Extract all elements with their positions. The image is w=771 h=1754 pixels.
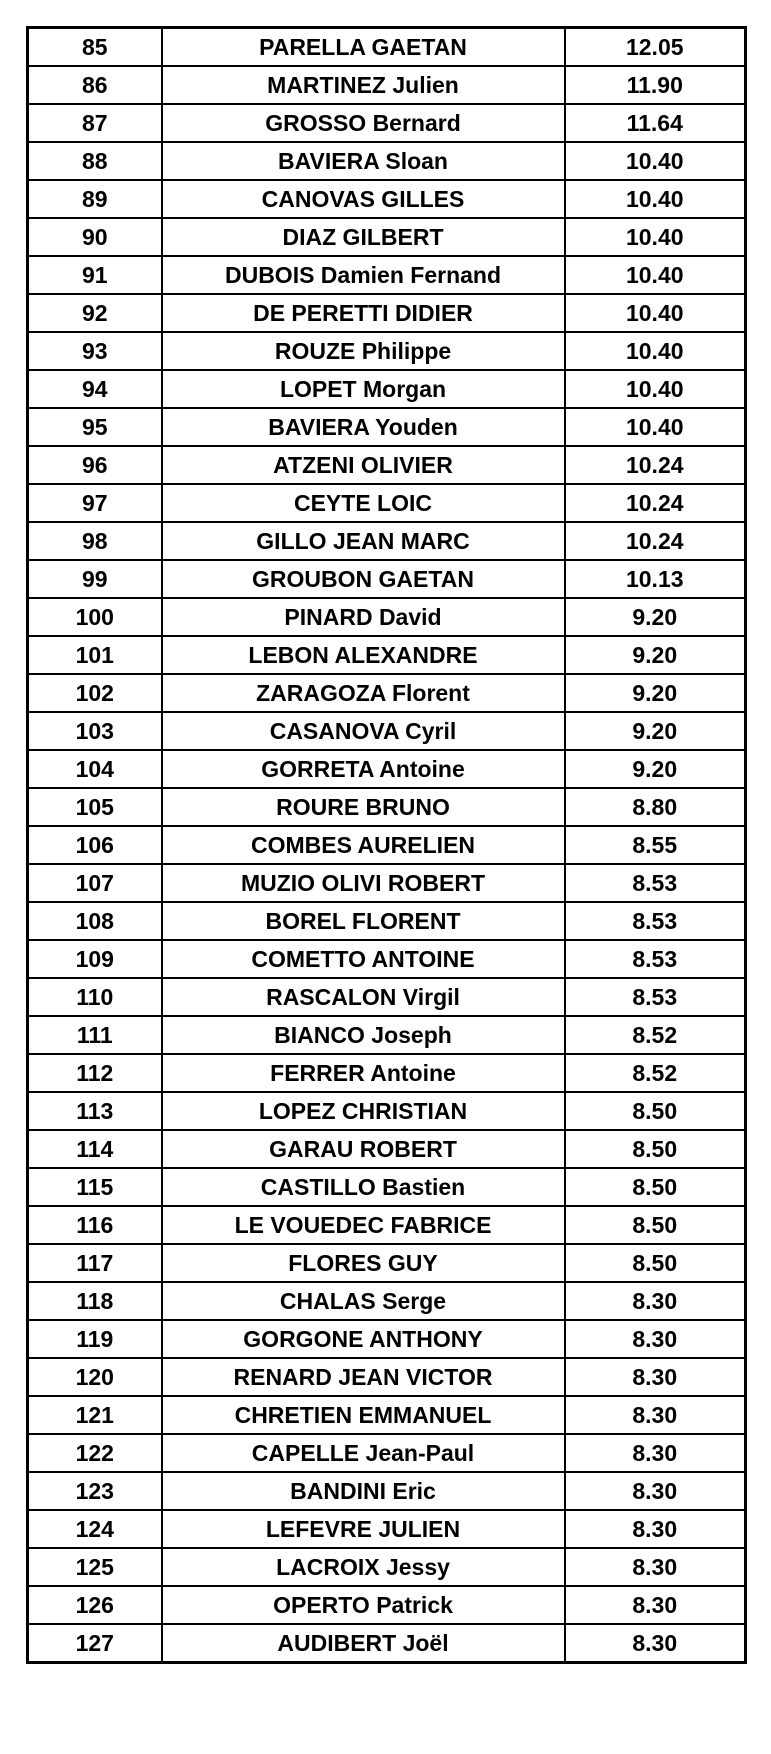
table-row bbox=[28, 788, 746, 826]
rank-cell: 101 bbox=[28, 636, 162, 674]
name-cell: FLORES GUY bbox=[162, 1244, 565, 1282]
score-cell: 8.50 bbox=[565, 1244, 746, 1282]
table-row bbox=[28, 1016, 746, 1054]
rank-cell: 94 bbox=[28, 370, 162, 408]
table-row bbox=[28, 408, 746, 446]
score-cell: 8.30 bbox=[565, 1320, 746, 1358]
score-cell: 8.30 bbox=[565, 1396, 746, 1434]
table-row bbox=[28, 1244, 746, 1282]
table-row bbox=[28, 1472, 746, 1510]
table-row bbox=[28, 1092, 746, 1130]
name-cell: LOPEZ CHRISTIAN bbox=[162, 1092, 565, 1130]
score-cell: 8.53 bbox=[565, 940, 746, 978]
table-row bbox=[28, 636, 746, 674]
rank-cell: 96 bbox=[28, 446, 162, 484]
name-cell: CASANOVA Cyril bbox=[162, 712, 565, 750]
name-cell: GARAU ROBERT bbox=[162, 1130, 565, 1168]
name-cell: DE PERETTI DIDIER bbox=[162, 294, 565, 332]
rank-cell: 95 bbox=[28, 408, 162, 446]
score-cell: 8.30 bbox=[565, 1434, 746, 1472]
name-cell: GORGONE ANTHONY bbox=[162, 1320, 565, 1358]
name-cell: GROUBON GAETAN bbox=[162, 560, 565, 598]
rank-cell: 119 bbox=[28, 1320, 162, 1358]
score-cell: 8.55 bbox=[565, 826, 746, 864]
rank-cell: 100 bbox=[28, 598, 162, 636]
table-row bbox=[28, 1624, 746, 1663]
rank-cell: 87 bbox=[28, 104, 162, 142]
rank-cell: 93 bbox=[28, 332, 162, 370]
rank-cell: 107 bbox=[28, 864, 162, 902]
score-cell: 9.20 bbox=[565, 712, 746, 750]
table-row bbox=[28, 446, 746, 484]
name-cell: LEFEVRE JULIEN bbox=[162, 1510, 565, 1548]
table-row bbox=[28, 978, 746, 1016]
rank-cell: 117 bbox=[28, 1244, 162, 1282]
rank-cell: 109 bbox=[28, 940, 162, 978]
name-cell: MUZIO OLIVI ROBERT bbox=[162, 864, 565, 902]
rank-cell: 125 bbox=[28, 1548, 162, 1586]
score-cell: 8.30 bbox=[565, 1548, 746, 1586]
name-cell: CAPELLE Jean-Paul bbox=[162, 1434, 565, 1472]
rank-cell: 126 bbox=[28, 1586, 162, 1624]
score-cell: 9.20 bbox=[565, 750, 746, 788]
rank-cell: 88 bbox=[28, 142, 162, 180]
name-cell: BOREL FLORENT bbox=[162, 902, 565, 940]
score-cell: 9.20 bbox=[565, 674, 746, 712]
name-cell: OPERTO Patrick bbox=[162, 1586, 565, 1624]
score-cell: 10.24 bbox=[565, 522, 746, 560]
score-cell: 8.50 bbox=[565, 1092, 746, 1130]
score-cell: 10.24 bbox=[565, 446, 746, 484]
name-cell: DUBOIS Damien Fernand bbox=[162, 256, 565, 294]
rank-cell: 112 bbox=[28, 1054, 162, 1092]
name-cell: PINARD David bbox=[162, 598, 565, 636]
name-cell: LOPET Morgan bbox=[162, 370, 565, 408]
table-body bbox=[28, 28, 746, 1663]
name-cell: BIANCO Joseph bbox=[162, 1016, 565, 1054]
table-row bbox=[28, 1206, 746, 1244]
rank-cell: 111 bbox=[28, 1016, 162, 1054]
table-row bbox=[28, 560, 746, 598]
score-cell: 11.90 bbox=[565, 66, 746, 104]
rank-cell: 108 bbox=[28, 902, 162, 940]
rank-cell: 89 bbox=[28, 180, 162, 218]
table-row bbox=[28, 142, 746, 180]
rank-cell: 105 bbox=[28, 788, 162, 826]
score-cell: 10.40 bbox=[565, 332, 746, 370]
table-row bbox=[28, 332, 746, 370]
table-row bbox=[28, 902, 746, 940]
name-cell: AUDIBERT Joël bbox=[162, 1624, 565, 1663]
score-cell: 10.40 bbox=[565, 142, 746, 180]
rank-cell: 86 bbox=[28, 66, 162, 104]
rank-cell: 115 bbox=[28, 1168, 162, 1206]
rank-cell: 110 bbox=[28, 978, 162, 1016]
name-cell: DIAZ GILBERT bbox=[162, 218, 565, 256]
score-cell: 10.13 bbox=[565, 560, 746, 598]
score-cell: 10.24 bbox=[565, 484, 746, 522]
name-cell: MARTINEZ Julien bbox=[162, 66, 565, 104]
rank-cell: 121 bbox=[28, 1396, 162, 1434]
table-row bbox=[28, 750, 746, 788]
score-cell: 10.40 bbox=[565, 294, 746, 332]
name-cell: PARELLA GAETAN bbox=[162, 28, 565, 67]
score-cell: 10.40 bbox=[565, 180, 746, 218]
table-row bbox=[28, 1054, 746, 1092]
name-cell: CANOVAS GILLES bbox=[162, 180, 565, 218]
name-cell: LEBON ALEXANDRE bbox=[162, 636, 565, 674]
score-cell: 10.40 bbox=[565, 408, 746, 446]
rank-cell: 106 bbox=[28, 826, 162, 864]
score-cell: 8.53 bbox=[565, 902, 746, 940]
rank-cell: 91 bbox=[28, 256, 162, 294]
table-row bbox=[28, 1510, 746, 1548]
name-cell: COMETTO ANTOINE bbox=[162, 940, 565, 978]
table-row bbox=[28, 1548, 746, 1586]
rank-cell: 97 bbox=[28, 484, 162, 522]
table-row bbox=[28, 940, 746, 978]
rank-cell: 116 bbox=[28, 1206, 162, 1244]
rank-cell: 98 bbox=[28, 522, 162, 560]
name-cell: CHRETIEN EMMANUEL bbox=[162, 1396, 565, 1434]
table-row bbox=[28, 1396, 746, 1434]
rank-cell: 127 bbox=[28, 1624, 162, 1663]
score-cell: 8.30 bbox=[565, 1510, 746, 1548]
name-cell: LE VOUEDEC FABRICE bbox=[162, 1206, 565, 1244]
table-row bbox=[28, 1130, 746, 1168]
score-cell: 8.52 bbox=[565, 1016, 746, 1054]
name-cell: CASTILLO Bastien bbox=[162, 1168, 565, 1206]
score-cell: 8.50 bbox=[565, 1130, 746, 1168]
name-cell: RENARD JEAN VICTOR bbox=[162, 1358, 565, 1396]
score-cell: 8.80 bbox=[565, 788, 746, 826]
rank-cell: 102 bbox=[28, 674, 162, 712]
name-cell: ATZENI OLIVIER bbox=[162, 446, 565, 484]
rank-cell: 122 bbox=[28, 1434, 162, 1472]
score-cell: 8.30 bbox=[565, 1624, 746, 1663]
rank-cell: 113 bbox=[28, 1092, 162, 1130]
rank-cell: 123 bbox=[28, 1472, 162, 1510]
table-row bbox=[28, 104, 746, 142]
name-cell: ROUZE Philippe bbox=[162, 332, 565, 370]
table-row bbox=[28, 66, 746, 104]
rank-cell: 118 bbox=[28, 1282, 162, 1320]
name-cell: BAVIERA Youden bbox=[162, 408, 565, 446]
score-cell: 8.30 bbox=[565, 1586, 746, 1624]
table-row bbox=[28, 826, 746, 864]
score-cell: 9.20 bbox=[565, 598, 746, 636]
rank-cell: 124 bbox=[28, 1510, 162, 1548]
table-row bbox=[28, 1586, 746, 1624]
score-cell: 10.40 bbox=[565, 218, 746, 256]
score-cell: 8.50 bbox=[565, 1206, 746, 1244]
table-row bbox=[28, 294, 746, 332]
table-row bbox=[28, 674, 746, 712]
score-cell: 10.40 bbox=[565, 256, 746, 294]
score-cell: 8.53 bbox=[565, 864, 746, 902]
name-cell: BAVIERA Sloan bbox=[162, 142, 565, 180]
rank-cell: 114 bbox=[28, 1130, 162, 1168]
score-cell: 8.50 bbox=[565, 1168, 746, 1206]
name-cell: COMBES AURELIEN bbox=[162, 826, 565, 864]
name-cell: ZARAGOZA Florent bbox=[162, 674, 565, 712]
name-cell: GROSSO Bernard bbox=[162, 104, 565, 142]
score-cell: 8.53 bbox=[565, 978, 746, 1016]
table-row bbox=[28, 598, 746, 636]
score-cell: 10.40 bbox=[565, 370, 746, 408]
table-row bbox=[28, 1282, 746, 1320]
rank-cell: 104 bbox=[28, 750, 162, 788]
name-cell: GILLO JEAN MARC bbox=[162, 522, 565, 560]
name-cell: GORRETA Antoine bbox=[162, 750, 565, 788]
name-cell: CEYTE LOIC bbox=[162, 484, 565, 522]
score-cell: 11.64 bbox=[565, 104, 746, 142]
score-cell: 12.05 bbox=[565, 28, 746, 67]
name-cell: FERRER Antoine bbox=[162, 1054, 565, 1092]
name-cell: CHALAS Serge bbox=[162, 1282, 565, 1320]
name-cell: BANDINI Eric bbox=[162, 1472, 565, 1510]
score-cell: 8.30 bbox=[565, 1358, 746, 1396]
rank-cell: 85 bbox=[28, 28, 162, 67]
rank-cell: 99 bbox=[28, 560, 162, 598]
table-row bbox=[28, 370, 746, 408]
ranking-table bbox=[26, 26, 747, 1664]
table-row bbox=[28, 712, 746, 750]
rank-cell: 120 bbox=[28, 1358, 162, 1396]
rank-cell: 90 bbox=[28, 218, 162, 256]
table-row bbox=[28, 484, 746, 522]
table-row bbox=[28, 218, 746, 256]
name-cell: LACROIX Jessy bbox=[162, 1548, 565, 1586]
rank-cell: 103 bbox=[28, 712, 162, 750]
table-row bbox=[28, 180, 746, 218]
table-row bbox=[28, 1168, 746, 1206]
score-cell: 8.30 bbox=[565, 1282, 746, 1320]
table-row bbox=[28, 1434, 746, 1472]
name-cell: RASCALON Virgil bbox=[162, 978, 565, 1016]
table-row bbox=[28, 28, 746, 67]
table-row bbox=[28, 256, 746, 294]
table-row bbox=[28, 522, 746, 560]
name-cell: ROURE BRUNO bbox=[162, 788, 565, 826]
table-row bbox=[28, 1320, 746, 1358]
table-row bbox=[28, 1358, 746, 1396]
score-cell: 8.30 bbox=[565, 1472, 746, 1510]
score-cell: 9.20 bbox=[565, 636, 746, 674]
score-cell: 8.52 bbox=[565, 1054, 746, 1092]
rank-cell: 92 bbox=[28, 294, 162, 332]
table-row bbox=[28, 864, 746, 902]
